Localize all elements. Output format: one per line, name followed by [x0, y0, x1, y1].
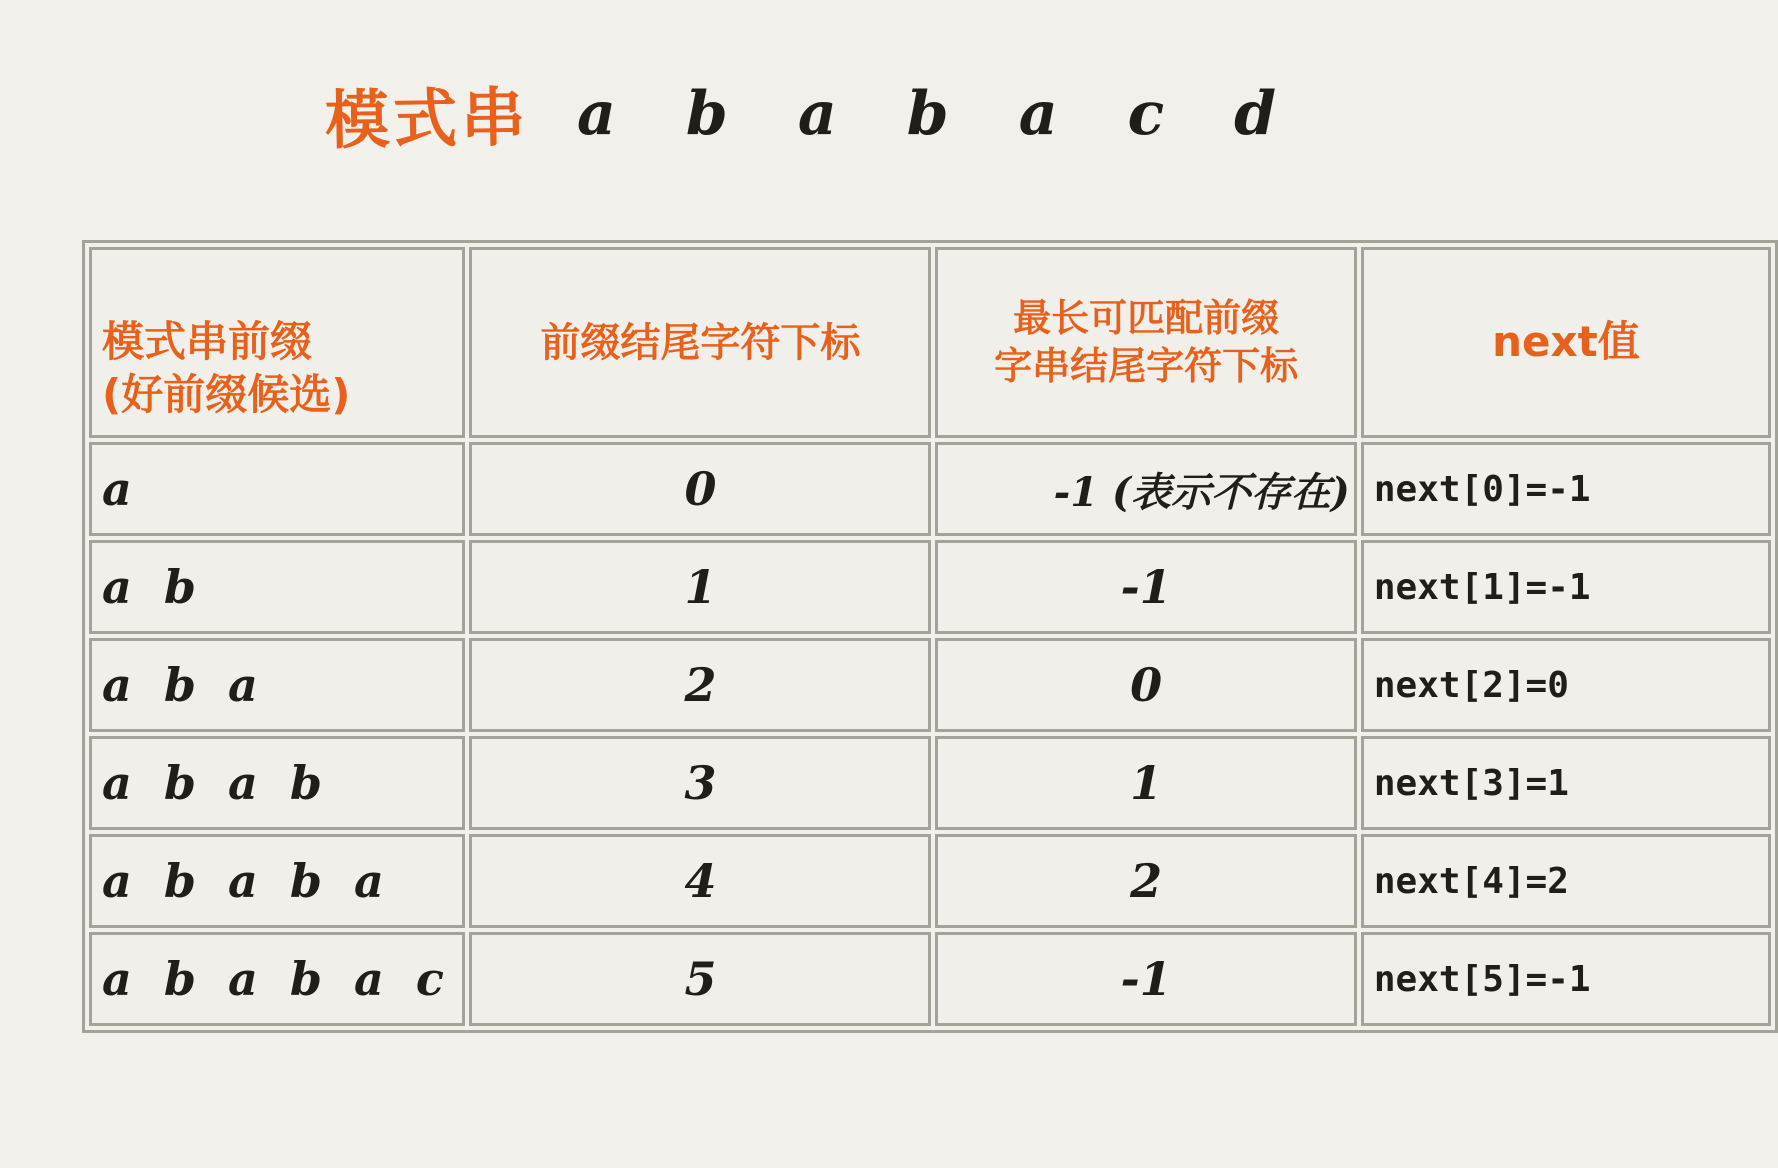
end-index-cell: 2 [469, 638, 931, 732]
next-value-cell: next[2]=0 [1361, 638, 1771, 732]
prefix-cell: a b a b a [89, 834, 465, 928]
match-index-cell: -1 [935, 932, 1356, 1026]
next-value-table [82, 240, 1778, 1033]
match-index-cell: 1 [935, 736, 1356, 830]
table-row [89, 540, 1771, 634]
table-row [89, 638, 1771, 732]
table-header-row [89, 247, 1771, 438]
table-row [89, 736, 1771, 830]
header-next-value [1361, 247, 1771, 438]
pattern-letter-0: a [577, 79, 616, 149]
next-value-cell: next[3]=1 [1361, 736, 1771, 830]
header-next-value-line1: next值 [1492, 317, 1640, 367]
header-match-index-line2: 字串结尾字符下标 [994, 343, 1299, 388]
header-prefix-line1: 模式串前缀 [102, 317, 313, 367]
next-value-cell: next[0]=-1 [1361, 442, 1771, 536]
pattern-letter-1: b [685, 79, 728, 149]
pattern-letter-5: c [1127, 79, 1165, 149]
header-end-index [469, 247, 931, 438]
match-index-cell: -1 (表示不存在) [935, 442, 1356, 536]
prefix-cell: a b a b a c [89, 932, 465, 1026]
prefix-cell: a [89, 442, 465, 536]
pattern-letter-3: b [906, 79, 949, 149]
end-index-cell: 3 [469, 736, 931, 830]
header-prefix [89, 247, 465, 438]
table-row [89, 932, 1771, 1026]
end-index-cell: 5 [469, 932, 931, 1026]
pattern-letter-2: a [797, 79, 837, 149]
pattern-letter-4: a [1018, 79, 1058, 149]
table-row [89, 834, 1771, 928]
match-index-cell: 0 [935, 638, 1356, 732]
prefix-cell: a b [89, 540, 465, 634]
header-end-index-line1: 前缀结尾字符下标 [540, 319, 861, 366]
match-index-cell: 2 [935, 834, 1356, 928]
pattern-string-letters [577, 79, 1276, 149]
header-match-index [935, 247, 1356, 438]
end-index-cell: 4 [469, 834, 931, 928]
table-row [89, 442, 1771, 536]
header-prefix-line2: (好前缀候选) [102, 369, 351, 419]
prefix-cell: a b a b [89, 736, 465, 830]
pattern-letter-6: d [1234, 79, 1277, 149]
next-value-cell: next[4]=2 [1361, 834, 1771, 928]
pattern-string-row [325, 68, 1276, 160]
pattern-string-label: 模式串 [324, 81, 530, 159]
next-value-cell: next[5]=-1 [1361, 932, 1771, 1026]
end-index-cell: 1 [469, 540, 931, 634]
prefix-cell: a b a [89, 638, 465, 732]
end-index-cell: 0 [469, 442, 931, 536]
header-match-index-line1: 最长可匹配前缀 [1013, 296, 1280, 340]
match-index-cell: -1 [935, 540, 1356, 634]
next-value-cell: next[1]=-1 [1361, 540, 1771, 634]
